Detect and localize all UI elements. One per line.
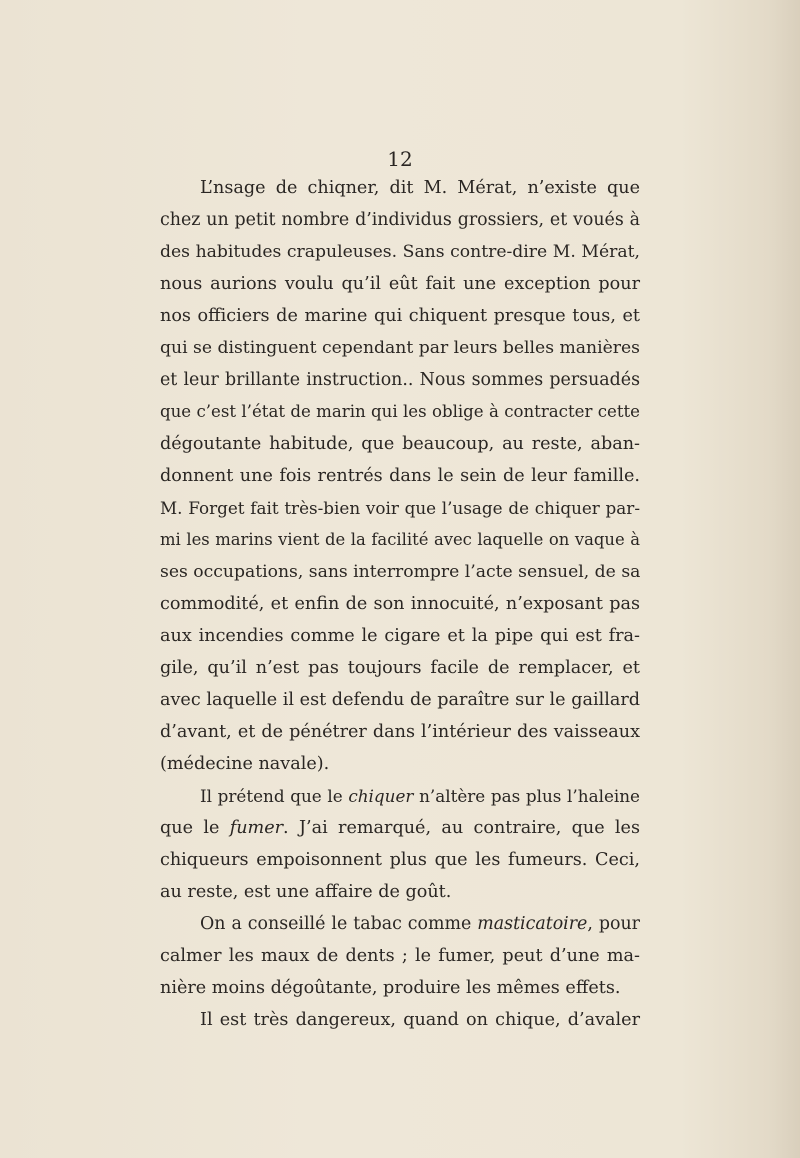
text-line: On a conseillé le tabac comme masticatoire, pour [200,914,640,934]
text-line: Il est très dangereux, quand on chique, d’avaler [200,1010,640,1030]
text-line: (médecine navale). [160,754,330,774]
italic-word: fumer [229,818,284,838]
text-line: dégoutante habitude, que beaucoup, au reste, aban- [160,434,640,454]
text-line: calmer les maux de dents ; le fumer, peut d’une ma- [160,946,640,966]
text-line: ses occupations, sans interrompre l’acte sensuel, de sa [160,562,641,582]
italic-word: masticatoire [477,914,588,934]
text-line: chiqueurs empoisonnent plus que les fumeurs. Ceci, [160,850,640,870]
text-line: nière moins dégoûtante, produire les mêmes effets. [160,978,621,998]
text-line: nos officiers de marine qui chiquent presque tous, et [160,306,640,326]
text-line: nous aurions voulu qu’il eût fait une exception pour [160,274,640,294]
text-line: Il prétend que le chiquer n’altère pas plus l’haleine [200,786,640,806]
text-line: aux incendies comme le cigare et la pipe qui est fra- [160,626,640,646]
text-line: commodité, et enfin de son innocuité, n’exposant pas [160,594,640,614]
text-line: que c’est l’état de marin qui les oblige à contracter cette [160,402,640,421]
text-line: qui se distinguent cependant par leurs belles manières [160,338,640,358]
text-line: M. Forget fait très-bien voir que l’usage de chiquer par- [160,498,640,518]
text-line: au reste, est une affaire de goût. [160,882,452,902]
page-number: 12 [387,147,413,171]
text-line: des habitudes crapuleuses. Sans contre-dire M. Mérat, [160,242,640,262]
body-text [160,172,640,1036]
text-line: et leur brillante instruction.. Nous sommes persuadés [160,370,640,390]
text-line: L’nsage de chiqner, dit M. Mérat, n’existe que [200,178,640,198]
text-line: que le fumer. J’ai remarqué, au contraire, que les [160,818,640,838]
text-line: mi les marins vient de la facilité avec laquelle on vaque à [160,530,640,549]
text-line: avec laquelle il est defendu de paraître sur le gaillard [160,690,640,710]
text-line: gile, qu’il n’est pas toujours facile de remplacer, et [160,658,640,678]
text-line: d’avant, et de pénétrer dans l’intérieur des vaisseaux [160,722,640,742]
text-line: chez un petit nombre d’individus grossiers, et voués à [160,210,640,230]
italic-word: chiquer [348,786,414,806]
text-line: donnent une fois rentrés dans le sein de leur famille. [160,466,640,486]
